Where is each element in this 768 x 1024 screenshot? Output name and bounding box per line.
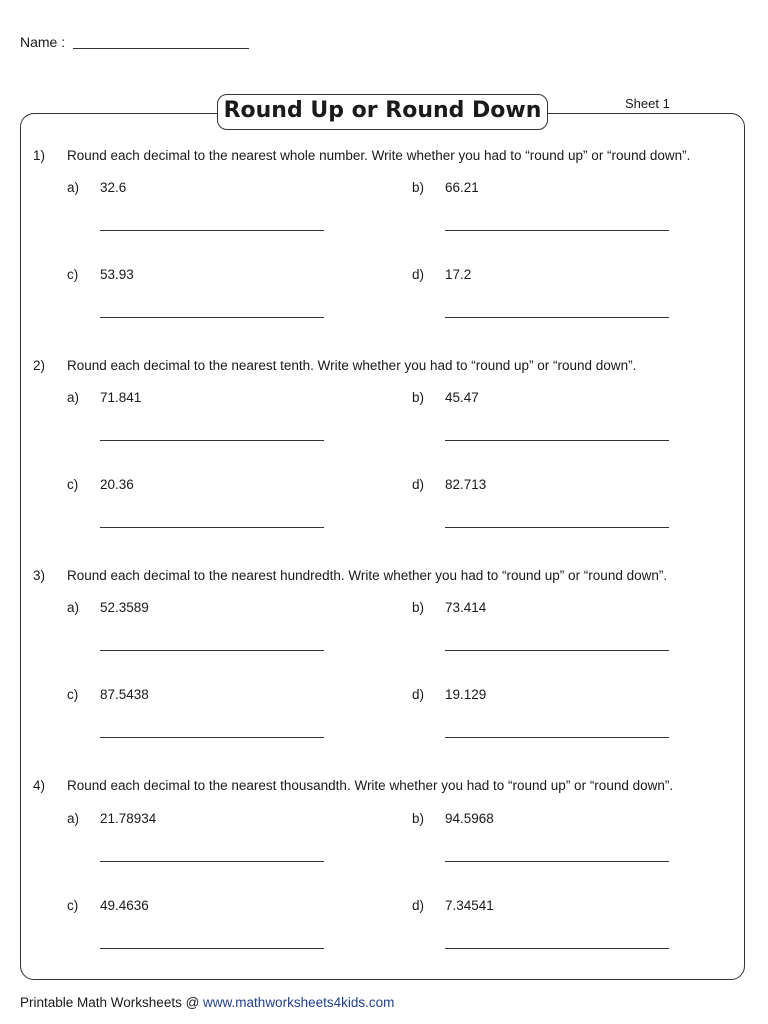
item-value: 66.21 — [445, 180, 479, 195]
answer-line[interactable] — [100, 948, 324, 949]
item-value: 71.841 — [100, 390, 142, 405]
answer-line[interactable] — [445, 737, 669, 738]
answer-line[interactable] — [445, 861, 669, 862]
answer-line[interactable] — [100, 440, 324, 441]
answer-line[interactable] — [445, 527, 669, 528]
item-label: b) — [412, 600, 425, 615]
item-value: 49.4636 — [100, 898, 149, 913]
question-number: 1) — [33, 148, 46, 163]
answer-line[interactable] — [445, 948, 669, 949]
item-value: 7.34541 — [445, 898, 494, 913]
question-text: Round each decimal to the nearest hundredth. Write whether you had to “round up” or “round down”. — [67, 568, 668, 583]
item-label: a) — [67, 600, 80, 615]
item-label: a) — [67, 390, 80, 405]
item-value: 94.5968 — [445, 811, 494, 826]
answer-line[interactable] — [100, 861, 324, 862]
item-value: 20.36 — [100, 477, 134, 492]
item-value: 19.129 — [445, 687, 487, 702]
item-value: 17.2 — [445, 267, 472, 282]
sheet-label: Sheet 1 — [625, 96, 670, 111]
worksheet-title: Round Up or Round Down — [217, 94, 548, 130]
answer-line[interactable] — [445, 650, 669, 651]
item-label: c) — [67, 267, 79, 282]
item-label: d) — [412, 898, 425, 913]
item-label: a) — [67, 811, 80, 826]
footer-url-link[interactable]: www.mathworksheets4kids.com — [203, 995, 395, 1010]
worksheet-frame — [20, 113, 745, 980]
answer-line[interactable] — [445, 317, 669, 318]
item-value: 82.713 — [445, 477, 487, 492]
item-value: 32.6 — [100, 180, 127, 195]
answer-line[interactable] — [100, 650, 324, 651]
name-label: Name : — [20, 34, 66, 50]
answer-line[interactable] — [100, 737, 324, 738]
item-label: d) — [412, 687, 425, 702]
answer-line[interactable] — [445, 230, 669, 231]
item-label: b) — [412, 390, 425, 405]
answer-line[interactable] — [100, 527, 324, 528]
name-row — [20, 34, 249, 50]
question-number: 3) — [33, 568, 46, 583]
question-number: 2) — [33, 358, 46, 373]
question-text: Round each decimal to the nearest whole number. Write whether you had to “round up” or “round down”. — [67, 148, 691, 163]
item-label: a) — [67, 180, 80, 195]
item-label: d) — [412, 477, 425, 492]
answer-line[interactable] — [100, 317, 324, 318]
item-value: 21.78934 — [100, 811, 157, 826]
item-label: c) — [67, 687, 79, 702]
item-value: 45.47 — [445, 390, 479, 405]
item-value: 53.93 — [100, 267, 134, 282]
question-text: Round each decimal to the nearest tenth. Write whether you had to “round up” or “round down”. — [67, 358, 637, 373]
name-line — [73, 34, 249, 49]
answer-line[interactable] — [100, 230, 324, 231]
item-label: c) — [67, 898, 79, 913]
footer-prefix: Printable Math Worksheets @ — [20, 995, 200, 1010]
question-number: 4) — [33, 778, 46, 793]
item-value: 87.5438 — [100, 687, 149, 702]
item-value: 73.414 — [445, 600, 487, 615]
answer-line[interactable] — [445, 440, 669, 441]
item-label: b) — [412, 811, 425, 826]
item-label: b) — [412, 180, 425, 195]
item-label: d) — [412, 267, 425, 282]
item-value: 52.3589 — [100, 600, 149, 615]
question-text: Round each decimal to the nearest thousandth. Write whether you had to “round up” or “round down”. — [67, 778, 674, 793]
footer — [20, 995, 394, 1010]
item-label: c) — [67, 477, 79, 492]
